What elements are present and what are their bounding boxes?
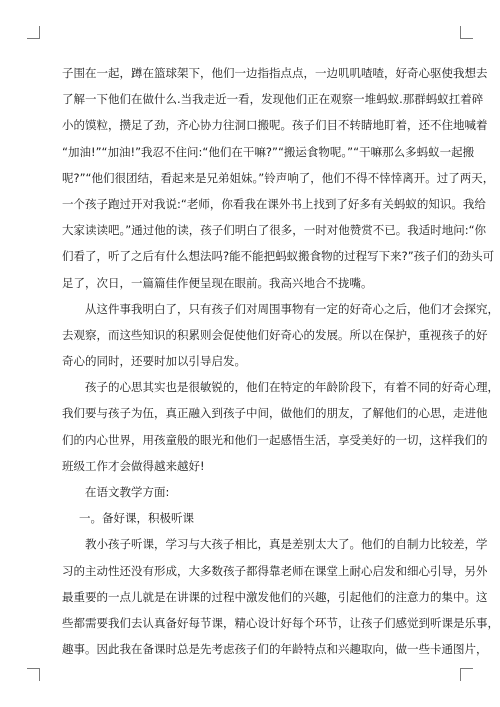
text-line: 教小孩子听课，学习与大孩子相比，真是差别太大了。他们的自制力比较差，学 [85, 537, 488, 552]
crop-mark-bottom-left [27, 668, 40, 681]
crop-mark-top-right [460, 26, 473, 39]
subsection-heading: 一。备好课，积极听课 [79, 511, 194, 526]
text-line: 一个孩子跑过开对我说:“老师，你看我在课外书上找到了好多有关蚂蚁的知识。我给 [62, 196, 486, 211]
crop-mark-bottom-right [460, 668, 473, 681]
text-line: 习的主动性还没有形成，大多数孩子都得靠老师在课堂上耐心启发和细心引导，另外 [62, 563, 488, 578]
text-line: 子围在一起，蹲在篮球架下，他们一边指指点点，一边叽叽喳喳，好奇心驱使我想去 [62, 66, 488, 80]
text-line: 们的内心世界，用孩童般的眼光和他们一起感悟生活，享受美好的一切，这样我们的 [62, 432, 488, 447]
text-line: 呢?”“他们很团结，看起来是兄弟姐妹。”铃声响了，他们不得不悻悻离开。过了两天， [62, 170, 495, 185]
text-line: 小的馍粒，攒足了劲，齐心协力往洞口搬呢。孩子们目不转睛地盯着，还不住地喊着 [62, 118, 488, 133]
text-line: 从这件事我明白了，只有孩子们对周围事物有一定的好奇心之后，他们才会探究， [85, 301, 499, 316]
text-line: 趣事。因此我在备课时总是先考虑孩子们的年龄特点和兴趣取向，做一些卡通图片， [62, 642, 488, 657]
text-line: 孩子的心思其实也是很敏锐的，他们在特定的年龄阶段下，有着不同的好奇心理， [85, 380, 499, 395]
text-line: 班级工作才会做得越来越好! [62, 458, 205, 473]
text-line: 些都需要我们去认真备好每节课，精心设计好每个环节，让孩子们感觉到听课是乐事， [62, 615, 499, 630]
text-line: 足了，次日，一篇篇佳作便呈现在眼前。我高兴地合不拢嘴。 [62, 275, 373, 290]
text-line: 我们要与孩子为伍，真正融入到孩子中间，做他们的朋友，了解他们的心思，走进他 [62, 406, 488, 421]
section-heading: 在语文教学方面: [85, 485, 170, 499]
text-line: “加油!”“加油!”我忍不住问:“他们在干嘛?”“搬运食物呢。”“干嘛那么多蚂蚁一起搬 [62, 144, 475, 159]
text-line: 们看了，听了之后有什么想法吗?能不能把蚂蚁搬食物的过程写下来?”孩子们的劲头可 [62, 249, 495, 264]
text-line: 大家读读吧。”通过他的读，孩子们明白了很多，一时对他赞赏不已。我适时地问:“你 [62, 223, 487, 238]
text-line: 了解一下他们在做什么.当我走近一看，发现他们正在观察一堆蚂蚁.那群蚂蚁扛着碎 [62, 92, 484, 107]
body-text [62, 60, 499, 662]
text-line: 最重要的一点儿就是在讲课的过程中激发他们的兴趣，引起他们的注意力的集中。这 [62, 589, 488, 604]
crop-mark-top-left [27, 26, 40, 39]
text-line: 奇心的同时，还要时加以引导启发。 [62, 354, 246, 369]
text-line: 去观察，而这些知识的积累则会促使他们好奇心的发展。所以在保护，重视孩子的好 [62, 327, 488, 342]
